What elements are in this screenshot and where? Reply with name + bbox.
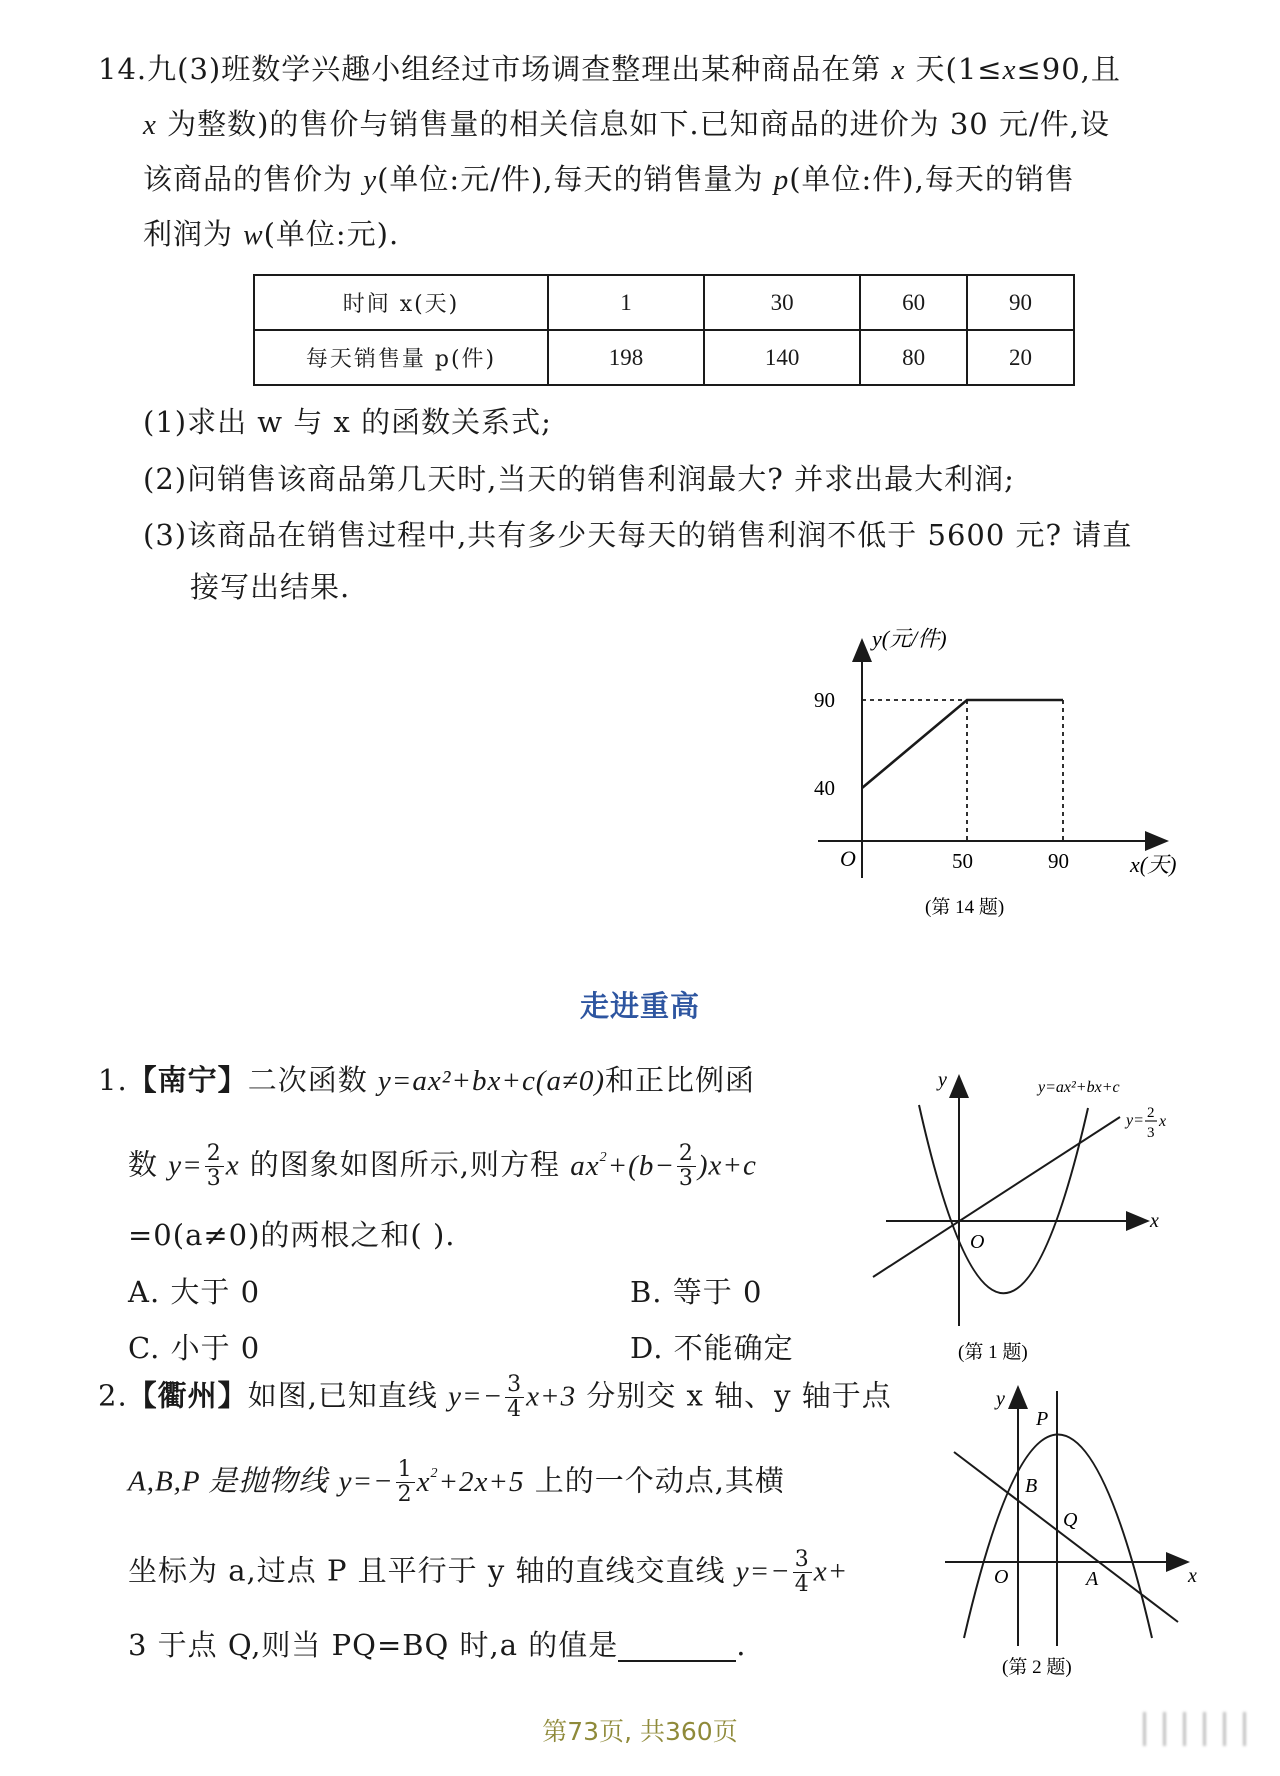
x-tick-50: 50 <box>952 849 973 873</box>
problem-14-line-2 <box>143 107 1110 142</box>
price-line <box>862 700 1063 788</box>
text: 分别交 x 轴、y 轴于点 <box>586 1378 892 1413</box>
page-edge-artifact <box>1135 1712 1255 1746</box>
var-w: w <box>243 219 264 251</box>
var-x: x <box>1159 1113 1167 1130</box>
origin-label: O <box>970 1231 985 1253</box>
y-axis-label: y(元/件) <box>872 626 947 651</box>
math-expression: x+ <box>813 1555 849 1588</box>
text: 坐标为 a,过点 P 且平行于 y 轴的直线交直线 <box>128 1553 726 1588</box>
math-expression: y=− <box>448 1380 504 1413</box>
fraction-den: 3 <box>1147 1125 1155 1141</box>
table-header-sales: 每天销售量 p(件) <box>254 330 548 385</box>
problem-14-line-4 <box>143 217 399 252</box>
sales-table <box>253 274 1075 386</box>
table-row <box>254 330 1074 385</box>
problem-number: 1. <box>98 1063 128 1097</box>
problem-1-line-3: =0(a≠0)的两根之和( ). <box>128 1218 456 1252</box>
problem-2-line-1 <box>98 1373 892 1422</box>
text: 和正比例函 <box>605 1063 756 1097</box>
table-cell: 80 <box>860 330 967 385</box>
figure-caption: (第 1 题) <box>958 1342 1028 1363</box>
problem-2-line-3 <box>128 1548 848 1597</box>
fraction-2-3: $\frac{2}{3}$ <box>206 1141 222 1191</box>
text: 上的一个动点,其横 <box>534 1463 785 1498</box>
var-x: x <box>225 1149 240 1182</box>
figure-1-parabola-line <box>860 1050 1200 1370</box>
text: 利润为 <box>143 217 234 251</box>
text: 二次函数 <box>247 1063 368 1097</box>
text: A,B,P 是抛物线 <box>128 1465 329 1498</box>
text: ≤90,且 <box>1016 52 1121 86</box>
fraction-3-4: $\frac{3}{4}$ <box>507 1372 523 1422</box>
y-axis-label: y <box>938 1069 947 1091</box>
point-q-label: Q <box>1063 1509 1078 1531</box>
table-cell: 198 <box>548 330 704 385</box>
var-p: p <box>773 164 790 196</box>
y-axis-label: y <box>996 1388 1005 1410</box>
origin-label: O <box>840 846 856 871</box>
page-indicator: 第73页, 共360页 <box>542 1717 738 1746</box>
parabola <box>919 1105 1088 1293</box>
question-1: (1)求出 w 与 x 的函数关系式; <box>143 405 552 439</box>
section-title: 走进重高 <box>579 989 700 1023</box>
problem-14-line-3 <box>143 162 1075 197</box>
text: (单位:件),每天的销售 <box>789 162 1075 196</box>
problem-2-line-4: 3 于点 Q,则当 PQ=BQ 时,a 的值是 . <box>128 1628 747 1662</box>
point-p-label: P <box>1036 1408 1049 1430</box>
fraction-3-4: $\frac{3}{4}$ <box>794 1547 810 1597</box>
table-row <box>254 275 1074 330</box>
question-2: (2)问销售该商品第几天时,当天的销售利润最大? 并求出最大利润; <box>143 462 1015 496</box>
point-a-label: A <box>1086 1568 1099 1590</box>
x-axis-label: x(天) <box>1130 852 1177 877</box>
text: 3 于点 Q,则当 PQ=BQ 时,a 的值是 <box>128 1628 619 1662</box>
table-cell: 60 <box>860 275 967 330</box>
math-y-eq: y= <box>168 1149 203 1182</box>
problem-2-line-2 <box>128 1458 785 1507</box>
text: 数 <box>128 1147 159 1182</box>
table-cell: 90 <box>967 275 1074 330</box>
text: 的图象如图所示,则方程 <box>249 1147 560 1182</box>
source-tag: 【南宁】 <box>127 1063 248 1097</box>
var-x: x <box>891 54 906 86</box>
text: (单位:元). <box>263 217 400 251</box>
figure-2-parabola-line <box>920 1375 1210 1680</box>
text: 为整数)的售价与销售量的相关信息如下.已知商品的进价为 30 元/件,设 <box>167 107 1110 141</box>
table-cell: 140 <box>704 330 860 385</box>
math-expression: x+3 <box>526 1380 577 1413</box>
figure-caption: (第 14 题) <box>925 897 1005 918</box>
point-b-label: B <box>1025 1475 1038 1497</box>
var-x: x <box>1002 54 1017 86</box>
var-x: x <box>143 109 157 141</box>
proportional-line <box>873 1117 1120 1277</box>
origin-label: O <box>994 1566 1009 1588</box>
text: 如图,已知直线 <box>247 1378 438 1413</box>
figure-14-price-chart <box>800 610 1200 930</box>
x-tick-90: 90 <box>1048 849 1069 873</box>
text: (单位:元/件),每天的销售量为 <box>377 162 764 196</box>
line-ab <box>954 1452 1178 1622</box>
math-expression: y=− <box>735 1555 791 1588</box>
table-cell: 1 <box>548 275 704 330</box>
math-expression: )x+c <box>697 1149 757 1182</box>
table-header-time: 时间 x(天) <box>254 275 548 330</box>
math-expression: y=− <box>338 1465 394 1498</box>
text: 九(3)班数学兴趣小组经过市场调查整理出某种商品在第 <box>147 52 882 86</box>
x-axis-label: x <box>1188 1565 1197 1587</box>
line-label: y= <box>1126 1112 1144 1129</box>
question-3-cont: 接写出结果. <box>190 570 351 604</box>
problem-14-line-1 <box>98 52 1121 87</box>
problem-1-line-2 <box>128 1142 757 1191</box>
problem-number: 14. <box>98 52 148 86</box>
figure-caption: (第 2 题) <box>1002 1657 1072 1678</box>
fraction-num: 2 <box>1147 1105 1155 1121</box>
fraction-1-2: $\frac{1}{2}$ <box>397 1457 413 1507</box>
math-expression: y=ax²+bx+c(a≠0) <box>377 1065 606 1097</box>
question-3: (3)该商品在销售过程中,共有多少天每天的销售利润不低于 5600 元? 请直 <box>143 518 1133 552</box>
curve-label: y=ax²+bx+c <box>1038 1079 1120 1096</box>
answer-blank[interactable] <box>618 1634 736 1662</box>
y-tick-90: 90 <box>814 688 835 712</box>
y-tick-40: 40 <box>814 776 835 800</box>
text: 该商品的售价为 <box>143 162 354 196</box>
math-expression: $ax^2+(b-$ <box>570 1149 675 1182</box>
problem-1-line-1 <box>98 1063 755 1098</box>
problem-number: 2. <box>98 1378 128 1413</box>
table-cell: 30 <box>704 275 860 330</box>
option-b[interactable]: B. 等于 0 <box>630 1275 763 1309</box>
table-cell: 20 <box>967 330 1074 385</box>
option-c[interactable]: C. 小于 0 <box>128 1331 261 1365</box>
var-y: y <box>363 164 378 196</box>
option-d[interactable]: D. 不能确定 <box>630 1331 794 1365</box>
source-tag: 【衢州】 <box>127 1378 248 1413</box>
fraction-2-3: $\frac{2}{3}$ <box>678 1141 694 1191</box>
text: 天(1≤ <box>915 52 1003 86</box>
math-expression: $x^2+2x+5$ <box>416 1465 525 1498</box>
x-axis-label: x <box>1150 1210 1159 1232</box>
option-a[interactable]: A. 大于 0 <box>128 1275 261 1309</box>
